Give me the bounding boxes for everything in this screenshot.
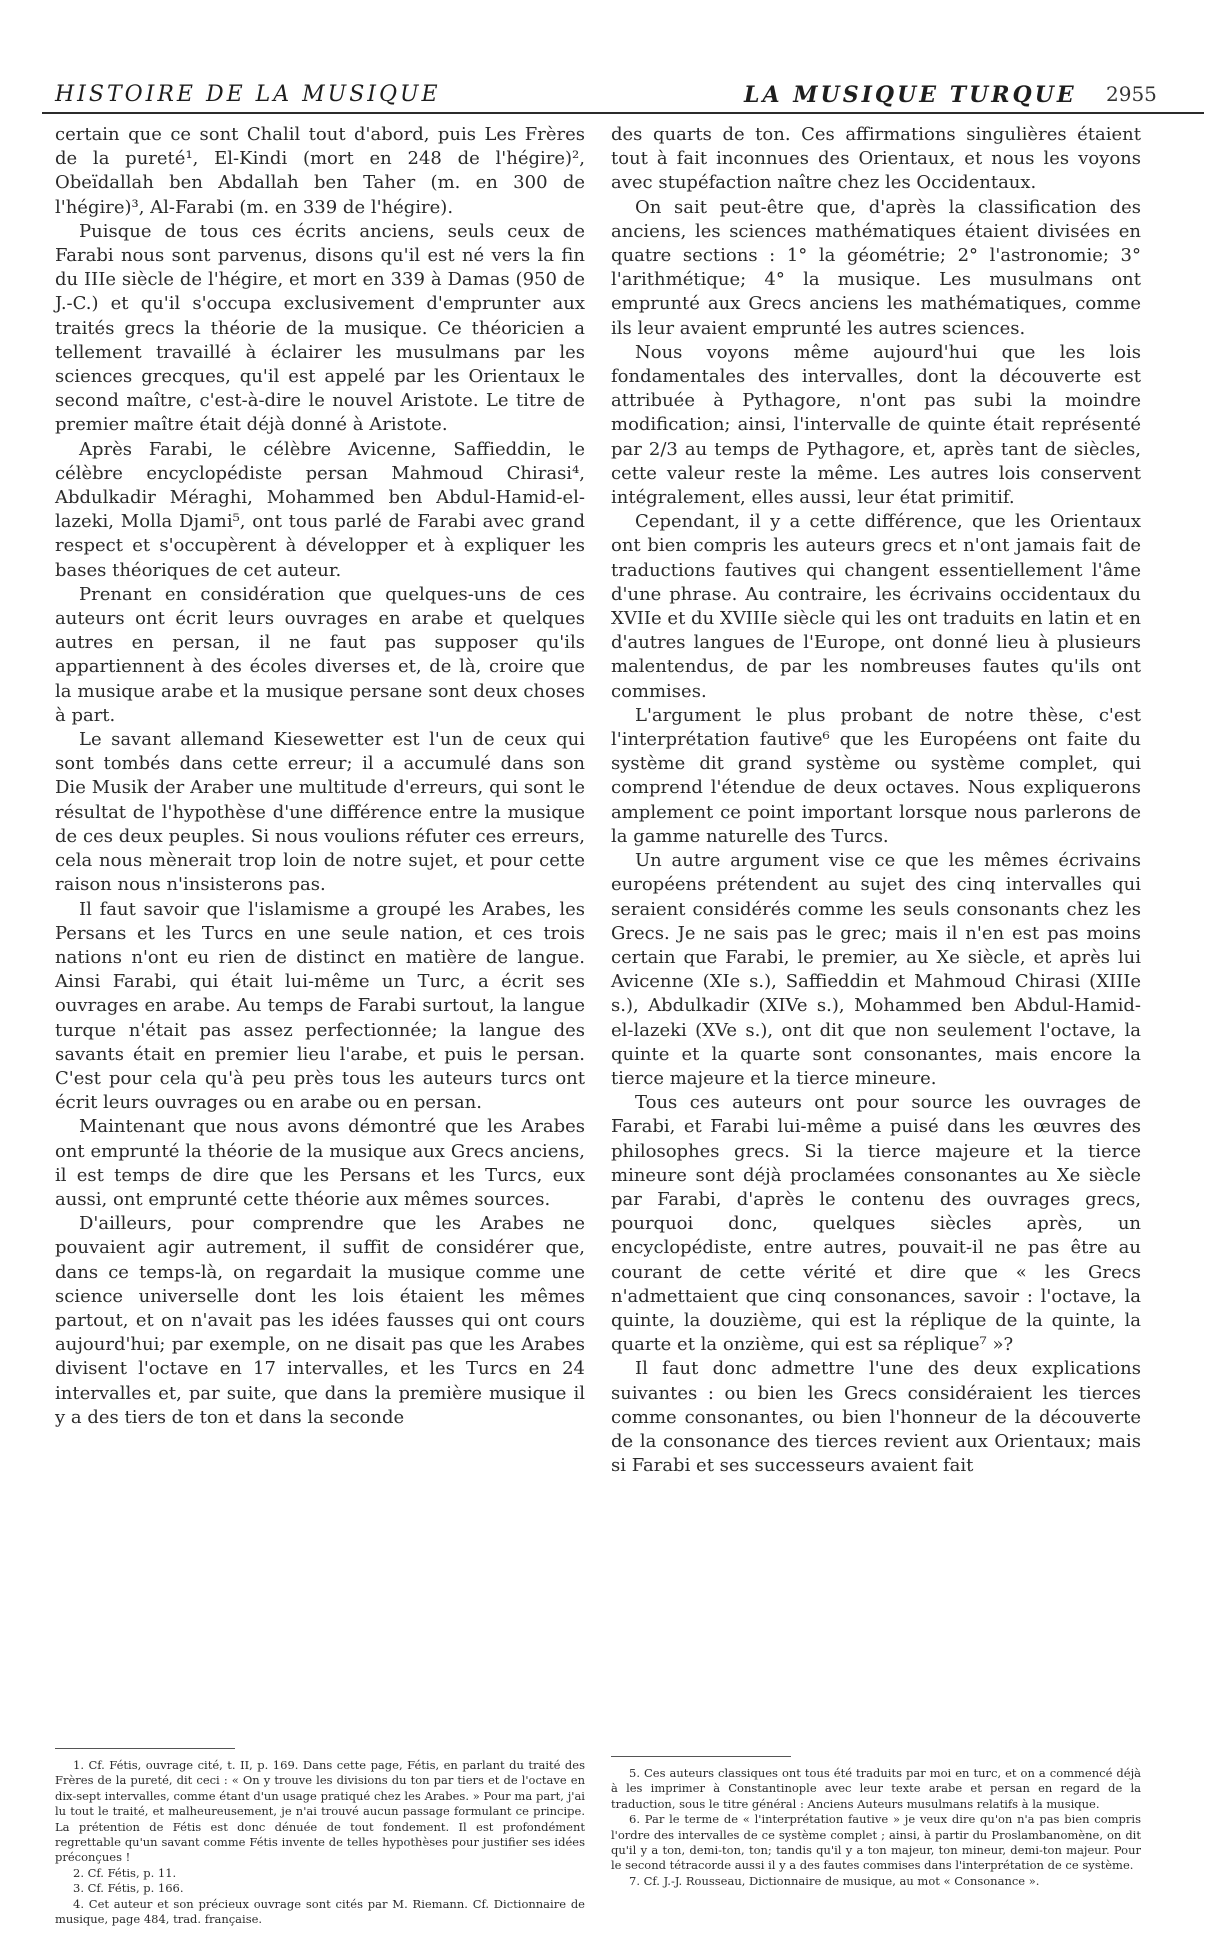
paragraph: Il faut donc admettre l'une des deux explications suivantes : ou bien les Grecs considéraient les tierces comme consonantes, ou bien l'honneur de la découverte de la consonance des tierces revient aux Orientaux; mais si Farabi et ses successeurs avaient fait bbox=[611, 1358, 1141, 1477]
footnote: 6. Par le terme de « l'interprétation fautive » je veux dire qu'on n'a pas bien compris l'ordre des intervalles de ce système complet ; ainsi, à partir du Proslambanomène, on dit qu'il y a ton, demi-ton, ton; tandis qu'il y a ton majeur, ton mineur, demi-ton majeur. Pour le second tétracorde aussi il y a des fautes commises dans l'interprétation de ce système. bbox=[611, 1812, 1141, 1873]
footnote: 2. Cf. Fétis, p. 11. bbox=[73, 1865, 177, 1880]
paragraph: des quarts de ton. Ces affirmations singulières étaient tout à fait inconnues des Orientaux, et nous les voyons avec stupéfaction naître chez les Occidentaux. bbox=[611, 124, 1141, 194]
paragraph: Cependant, il y a cette différence, que les Orientaux ont bien compris les auteurs grecs et n'ont jamais fait de traductions fautives qui changent essentiellement l'âme d'une phrase. Au contraire, les écrivains occidentaux du XVIIe et du XVIIIe siècle qui les ont traduits en latin et en d'autres langues de l'Europe, ont donné lieu à plusieurs malentendus, de par les nombreuses fautes qu'ils ont commises. bbox=[611, 511, 1141, 702]
footnote: 7. Cf. J.-J. Rousseau, Dictionnaire de musique, au mot « Consonance ». bbox=[629, 1873, 1040, 1888]
paragraph: Puisque de tous ces écrits anciens, seuls ceux de Farabi nous sont parvenus, disons qu'il est né vers la fin du IIIe siècle de l'hégire, et mort en 339 à Damas (950 de J.-C.) et qu'il s'occupa exclusivement d'emprunter aux traités grecs la théorie de la musique. Ce théoricien a tellement travaillé à éclairer les musulmans par les sciences grecques, qu'il est appelé par les Orientaux le second maître, c'est-à-dire le nouvel Aristote. Le titre de premier maître était déjà donné à Aristote. bbox=[55, 220, 585, 436]
paragraph: D'ailleurs, pour comprendre que les Arabes ne pouvaient agir autrement, il suffit de considérer que, dans ce temps-là, on regardait la musique comme une science universelle dont les lois étaient les mêmes partout, et on n'avait pas les idées fausses qui ont cours aujourd'hui; par exemple, on ne disait pas que les Arabes divisent l'octave en 17 intervalles, et les Turcs en 24 intervalles et, par suite, que dans la première musique il y a des tiers de ton et dans la seconde bbox=[55, 1213, 585, 1428]
header-rule bbox=[42, 112, 1204, 114]
footnote: 3. Cf. Fétis, p. 166. bbox=[73, 1881, 184, 1896]
paragraph: On sait peut-être que, d'après la classification des anciens, les sciences mathématiques étaient divisées en quatre sections : 1° la géométrie; 2° l'astronomie; 3° l'arithmétique; 4° la musique. Les musulmans ont emprunté aux Grecs anciens les mathématiques, comme ils leur avaient emprunté les autres sciences. bbox=[611, 196, 1141, 339]
paragraph: Le savant allemand Kiesewetter est l'un de ceux qui sont tombés dans cette erreur; il a accumulé dans son Die Musik der Araber une multitude d'erreurs, qui sont le résultat de l'hypothèse d'une différence entre la musique de ces deux peuples. Si nous voulions réfuter ces erreurs, cela nous mènerait trop loin de notre sujet, et pour cette raison nous n'insisterons pas. bbox=[55, 729, 585, 896]
left-column bbox=[55, 123, 585, 1430]
page-number: 2955 bbox=[1106, 82, 1157, 106]
paragraph: Un autre argument vise ce que les mêmes écrivains européens prétendent au sujet des cinq intervalles qui seraient considérés comme les seuls consonants chez les Grecs. Je ne sais pas le grec; mais il n'en est pas moins certain que Farabi, le premier, au Xe siècle, et après lui Avicenne (XIe s.), Saffieddin et Mahmoud Chirasi (XIIIe s.), Abdulkadir (XIVe s.), Mohammed ben Abdul-Hamid-el-lazeki (XVe s.), ont dit que non seulement l'octave, la quinte et la quarte sont consonantes, mais encore la tierce majeure et la tierce mineure. bbox=[611, 850, 1141, 1089]
footnote: 4. Cet auteur et son précieux ouvrage sont cités par M. Riemann. Cf. Dictionnaire de musique, page 484, trad. française. bbox=[55, 1896, 585, 1927]
paragraph: Il faut savoir que l'islamisme a groupé les Arabes, les Persans et les Turcs en une seule nation, et ces trois nations n'ont eu rien de distinct en matière de langue. Ainsi Farabi, qui était lui-même un Turc, a écrit ses ouvrages en arabe. Au temps de Farabi surtout, la langue turque n'était pas assez perfectionnée; la langue des savants était en premier lieu l'arabe, et puis le persan. C'est pour cela qu'à peu près tous les auteurs turcs ont écrit leurs ouvrages ou en arabe ou en persan. bbox=[55, 898, 585, 1114]
footnotes-left bbox=[55, 1758, 585, 1927]
footnotes-right bbox=[611, 1766, 1141, 1889]
footnote-separator bbox=[55, 1748, 235, 1749]
paragraph: Tous ces auteurs ont pour source les ouvrages de Farabi, et Farabi lui-même a puisé dans les œuvres des philosophes grecs. Si la tierce majeure et la tierce mineure sont déjà proclamées consonantes au Xe siècle par Farabi, d'après le contenu des ouvrages grecs, pourquoi donc, quelques siècles après, un encyclopédiste, entre autres, pouvait-il ne pas être au courant de cette vérité et dire que « les Grecs n'admettaient que cinq consonances, savoir : l'octave, la quinte, la douzième, qui est la réplique de la quinte, la quarte et la onzième, qui est sa réplique⁷ »? bbox=[611, 1092, 1141, 1356]
paragraph: L'argument le plus probant de notre thèse, c'est l'interprétation fautive⁶ que les Européens ont faite du système dit grand système ou système complet, qui comprend l'étendue de deux octaves. Nous expliquerons amplement ce point important lorsque nous parlerons de la gamme naturelle des Turcs. bbox=[611, 704, 1141, 847]
paragraph: certain que ce sont Chalil tout d'abord, puis Les Frères de la pureté¹, El-Kindi (mort en 248 de l'hégire)², Obeïdallah ben Abdallah ben Taher (m. en 300 de l'hégire)³, Al-Farabi (m. en 339 de l'hégire). bbox=[55, 124, 585, 218]
paragraph: Prenant en considération que quelques-uns de ces auteurs ont écrit leurs ouvrages en arabe et quelques autres en persan, il ne faut pas supposer qu'ils appartiennent à des écoles diverses et, de là, croire que la musique arabe et la musique persane sont deux choses à part. bbox=[55, 583, 585, 726]
paragraph: Après Farabi, le célèbre Avicenne, Saffieddin, le célèbre encyclopédiste persan Mahmoud Chirasi⁴, Abdulkadir Méraghi, Mohammed ben Abdul-Hamid-el-lazeki, Molla Djami⁵, ont tous parlé de Farabi avec grand respect et s'occupèrent à développer et à expliquer les bases théoriques de cet auteur. bbox=[55, 438, 585, 581]
paragraph: Nous voyons même aujourd'hui que les lois fondamentales des intervalles, dont la découverte est attribuée à Pythagore, n'ont pas subi la moindre modification; ainsi, l'intervalle de quinte était représenté par 2/3 au temps de Pythagore, et, après tant de siècles, cette valeur reste la même. Les autres lois conservent intégralement, elles aussi, leur état primitif. bbox=[611, 341, 1141, 509]
footnote: 1. Cf. Fétis, ouvrage cité, t. II, p. 169. Dans cette page, Fétis, en parlant du traité des Frères de la pureté, dit ceci : « On y trouve les divisions du ton par tiers et de l'octave en dix-sept intervalles, comme étant d'un usage pratiqué chez les Arabes. » Pour ma part, j'ai lu tout le traité, et malheureusement, je n'ai trouvé aucun passage formulant ce principe. La prétention de Fétis est donc dénuée de tout fondement. Il est profondément regrettable qu'un savant comme Fétis invente de telles hypothèses pour justifier ses idées préconçues ! bbox=[55, 1758, 585, 1865]
right-column bbox=[611, 123, 1141, 1478]
running-header-left: HISTOIRE DE LA MUSIQUE bbox=[55, 82, 441, 107]
paragraph: Maintenant que nous avons démontré que les Arabes ont emprunté la théorie de la musique aux Grecs anciens, il est temps de dire que les Persans et les Turcs, eux aussi, ont emprunté cette théorie aux mêmes sources. bbox=[55, 1116, 585, 1210]
footnote: 5. Ces auteurs classiques ont tous été traduits par moi en turc, et on a commencé déjà à les imprimer à Constantinople avec leur texte arabe et persan en regard de la traduction, sous le titre général : Anciens Auteurs musulmans relatifs à la musique. bbox=[611, 1766, 1141, 1811]
footnote-separator bbox=[611, 1756, 791, 1757]
running-header-right: LA MUSIQUE TURQUE bbox=[744, 82, 1077, 108]
